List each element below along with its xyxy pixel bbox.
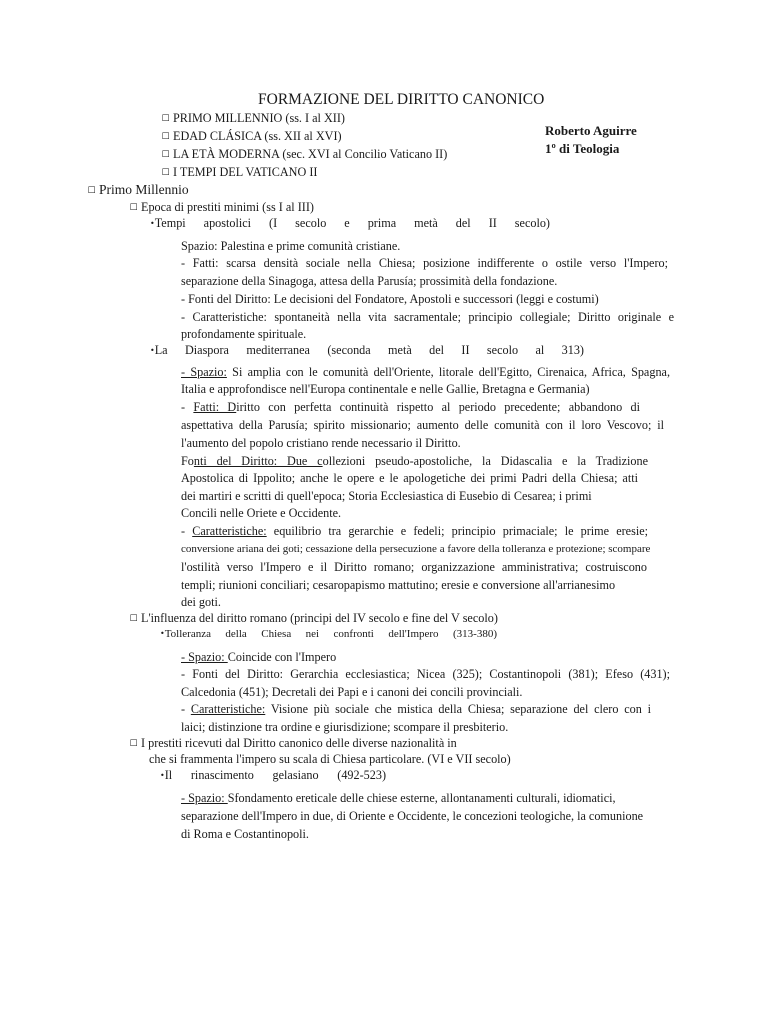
author-course: 1º di Teologia <box>545 141 620 156</box>
paragraph-line: profondamente spirituale. <box>181 327 307 341</box>
paragraph-line: - Caratteristiche: spontaneità nella vita sacramentale; principio collegiale; Diritto originale e <box>181 310 674 324</box>
missing-glyph-icon: ☐ <box>161 132 170 142</box>
paragraph-line: l'ostilità verso l'Impero e il Diritto romano; organizzazione amministrativa; costruiscono <box>181 560 647 574</box>
bullet-icon: • <box>160 771 165 780</box>
paragraph-line: dei goti. <box>181 595 221 609</box>
paragraph-line: l'aumento del popolo cristiano rende necessario il Diritto. <box>181 436 461 450</box>
paragraph-line: separazione dell'Impero in due, di Oriente e Occidente, le concezioni teologiche, la comunione <box>181 809 644 823</box>
missing-glyph-icon: ☐ <box>129 614 138 624</box>
subsection-heading: ☐ Epoca di prestiti minimi (ss I al III) <box>129 200 314 214</box>
paragraph-line: - Fonti del Diritto: Le decisioni del Fondatore, Apostoli e successori (leggi e costumi) <box>181 292 599 306</box>
paragraph-line: Spazio: Palestina e prime comunità cristiane. <box>181 239 401 253</box>
paragraph-line: - Spazio: Coincide con l'Impero <box>181 650 337 664</box>
subsection-heading: ☐ I prestiti ricevuti dal Diritto canonico delle diverse nazionalità in <box>129 736 457 750</box>
subsection-heading: ☐ L'influenza del diritto romano (principi del IV secolo e fine del V secolo) <box>129 611 498 625</box>
paragraph-line: conversione ariana dei goti; cessazione della persecuzione a favore della tolleranza e protezione; scompare <box>181 543 651 555</box>
paragraph-line: - Caratteristiche: Visione più sociale che mistica della Chiesa; separazione del clero con i <box>181 702 651 716</box>
period-heading: •Il rinascimento gelasiano (492-523) <box>160 768 386 782</box>
missing-glyph-icon: ☐ <box>129 739 138 749</box>
bullet-icon: • <box>160 629 165 638</box>
paragraph-line: - Fatti: scarsa densità sociale nella Chiesa; posizione indifferente o ostile verso l'Impero; <box>181 256 668 270</box>
period-heading: •Tolleranza della Chiesa nei confronti dell'Impero (313-380) <box>160 628 497 640</box>
paragraph-line: Italia e approfondisce nell'Europa continentale e nelle Gallie, Bretagna e Germania) <box>181 382 590 396</box>
paragraph-line: - Spazio: Sfondamento ereticale delle chiese esterne, allontanamenti culturali, idiomatici, <box>181 791 616 805</box>
paragraph-line: - Spazio: Si amplia con le comunità dell'Oriente, litorale dell'Egitto, Cirenaica, Africa, Spagna, <box>181 365 670 379</box>
author-name: Roberto Aguirre <box>545 123 637 138</box>
period-heading: •La Diaspora mediterranea (seconda metà del II secolo al 313) <box>150 343 584 357</box>
toc-item: ☐ I TEMPI DEL VATICANO II <box>161 165 318 179</box>
paragraph-line: - Fonti del Diritto: Gerarchia ecclesiastica; Nicea (325); Costantinopoli (381); Efeso (431); <box>181 667 670 681</box>
missing-glyph-icon: ☐ <box>129 203 138 213</box>
period-heading: •Tempi apostolici (I secolo e prima metà del II secolo) <box>150 216 550 230</box>
missing-glyph-icon: ☐ <box>87 186 96 196</box>
bullet-icon: • <box>150 219 155 228</box>
paragraph-line: - Caratteristiche: equilibrio tra gerarchie e fedeli; principio primaciale; le prime eresie; <box>181 524 648 538</box>
paragraph-line: di Roma e Costantinopoli. <box>181 827 309 841</box>
paragraph-line: Concili nelle Oriete e Occidente. <box>181 506 342 520</box>
section-heading: ☐ Primo Millennio <box>87 182 189 197</box>
paragraph-line: Calcedonia (451); Decretali dei Papi e i canoni dei concili provinciali. <box>181 685 523 699</box>
paragraph-line: - Fatti: Diritto con perfetta continuità rispetto al periodo precedente; abbandono di <box>181 400 640 414</box>
paragraph-line: Apostolica di Ippolito; anche le opere e le apologetiche dei primi Padri della Chiesa; atti <box>181 471 638 485</box>
toc-item: ☐ PRIMO MILLENNIO (ss. I al XII) <box>161 111 345 125</box>
paragraph-line: separazione della Sinagoga, attesa della Parusía; prossimità della fondazione. <box>181 274 558 288</box>
toc-item: ☐ LA ETÀ MODERNA (sec. XVI al Concilio Vaticano II) <box>161 147 448 161</box>
paragraph-line: dei martiri e scritti di quell'epoca; Storia Ecclesiastica di Eusebio di Cesarea; i primi <box>181 489 592 503</box>
toc-item: ☐ EDAD CLÁSICA (ss. XII al XVI) <box>161 129 342 143</box>
paragraph-line: templi; riunioni conciliari; cesaropapismo mattutino; eresie e conversione all'arrianesimo <box>181 578 616 592</box>
paragraph-line: aspettativa della Parusía; spirito missionario; aumento delle comunità con il loro Vescovo; il <box>181 418 664 432</box>
paragraph-line: Fonti del Diritto: Due collezioni pseudo-apostoliche, la Didascalia e la Tradizione <box>181 454 648 468</box>
bullet-icon: • <box>150 346 155 355</box>
paragraph-line: laici; distinzione tra ordine e giurisdizione; scompare il presbiterio. <box>181 720 509 734</box>
missing-glyph-icon: ☐ <box>161 114 170 124</box>
document-title: FORMAZIONE DEL DIRITTO CANONICO <box>258 91 545 108</box>
missing-glyph-icon: ☐ <box>161 168 170 178</box>
subsection-heading-cont: che si frammenta l'impero su scala di Chiesa particolare. (VI e VII secolo) <box>149 752 511 766</box>
missing-glyph-icon: ☐ <box>161 150 170 160</box>
